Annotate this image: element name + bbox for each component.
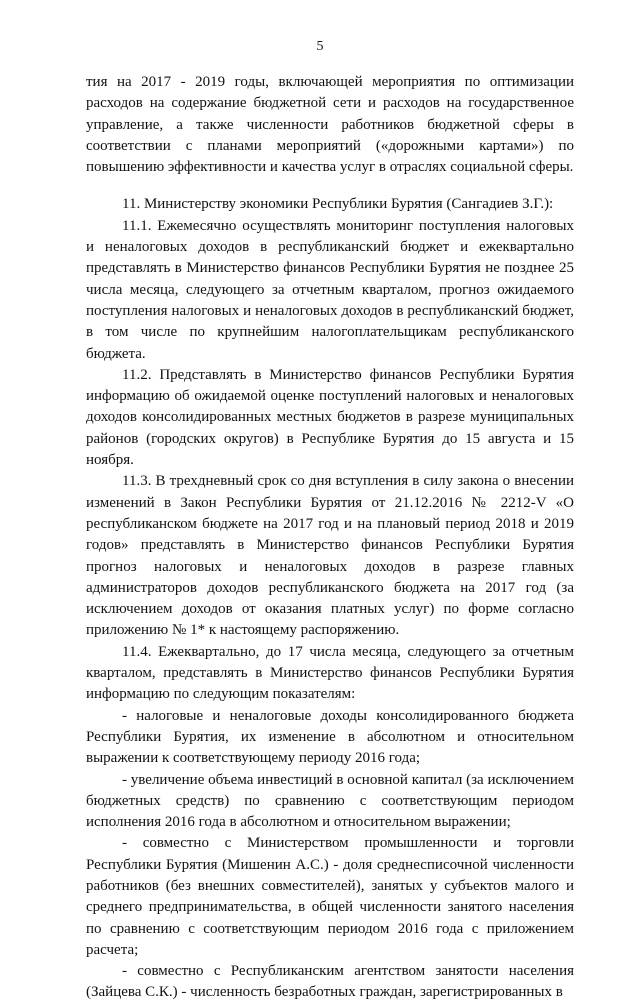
document-body bbox=[86, 72, 574, 1004]
list-item-small-business-employment: - совместно с Министерством промышленности и торговли Республики Бурятия (Мишенин А.С.) - доля среднесписочной численности работников (без внешних совместителей), занятых у субъектов малого и среднего предпринимательства, в общей численности занятого населения по сравнению с соответствующим периодом 2016 года с приложением расчета; bbox=[86, 835, 574, 958]
paragraph-section-11-heading: 11. Министерству экономики Республики Бурятия (Сангадиев З.Г.): bbox=[122, 196, 554, 213]
paragraph-11-4: 11.4. Ежеквартально, до 17 числа месяца, следующего за отчетным кварталом, представлять в Министерство финансов Республики Бурятия информацию по следующим показателям: bbox=[86, 643, 574, 703]
paragraph-continuation: тия на 2017 - 2019 годы, включающей мероприятия по оптимизации расходов на содержание бюджетной сети и расходов на государственное управление, а также численности работников бюджетной сферы в соответствии с планами мероприятий («дорожными картами») по повышению эффективности и качества услуг в отраслях социальной сферы. bbox=[86, 74, 574, 176]
paragraph-11-1: 11.1. Ежемесячно осуществлять мониторинг поступления налоговых и неналоговых доходов в республиканский бюджет и ежеквартально представлять в Министерство финансов Республики Бурятия не позднее 25 числа месяца, следующего за отчетным кварталом, прогноз ожидаемого поступления налоговых и неналоговых доходов в республиканский бюджет, в том числе по крупнейшим налогоплательщикам республиканского бюджета. bbox=[86, 217, 574, 362]
list-item-tax-revenues: - налоговые и неналоговые доходы консолидированного бюджета Республики Бурятия, их изменение в абсолютном и относительном выражении к соответствующему периоду 2016 года; bbox=[86, 707, 574, 767]
paragraph-11-2: 11.2. Представлять в Министерство финансов Республики Бурятия информацию об ожидаемой оценке поступлений налоговых и неналоговых доходов консолидированных местных бюджетов в разрезе муниципальных районов (городских округов) в Республике Бурятия до 15 августа и 15 ноября. bbox=[86, 366, 574, 469]
list-item-unemployed-citizens: - совместно с Республиканским агентством занятости населения (Зайцева С.К.) - численность безработных граждан, зарегистрированных в bbox=[86, 963, 574, 1001]
list-item-investments: - увеличение объема инвестиций в основной капитал (за исключением бюджетных средств) по сравнению с соответствующим периодом исполнения 2016 года в абсолютном и относительном выражении; bbox=[86, 771, 574, 831]
page-number: 5 bbox=[316, 39, 324, 54]
paragraph-11-3: 11.3. В трехдневный срок со дня вступления в силу закона о внесении изменений в Закон Республики Бурятия от 21.12.2016 № 2212-V «О республиканском бюджете на 2017 год и на плановый период 2018 и 2019 годов» представлять в Министерство финансов Республики Бурятия прогноз налоговых и неналоговых доходов в разрезе главных администраторов доходов республиканского бюджета на 2017 год (за исключением доходов от оказания платных услуг) по форме согласно приложению № 1* к настоящему распоряжению. bbox=[86, 473, 574, 639]
paragraph-gap bbox=[86, 178, 574, 194]
